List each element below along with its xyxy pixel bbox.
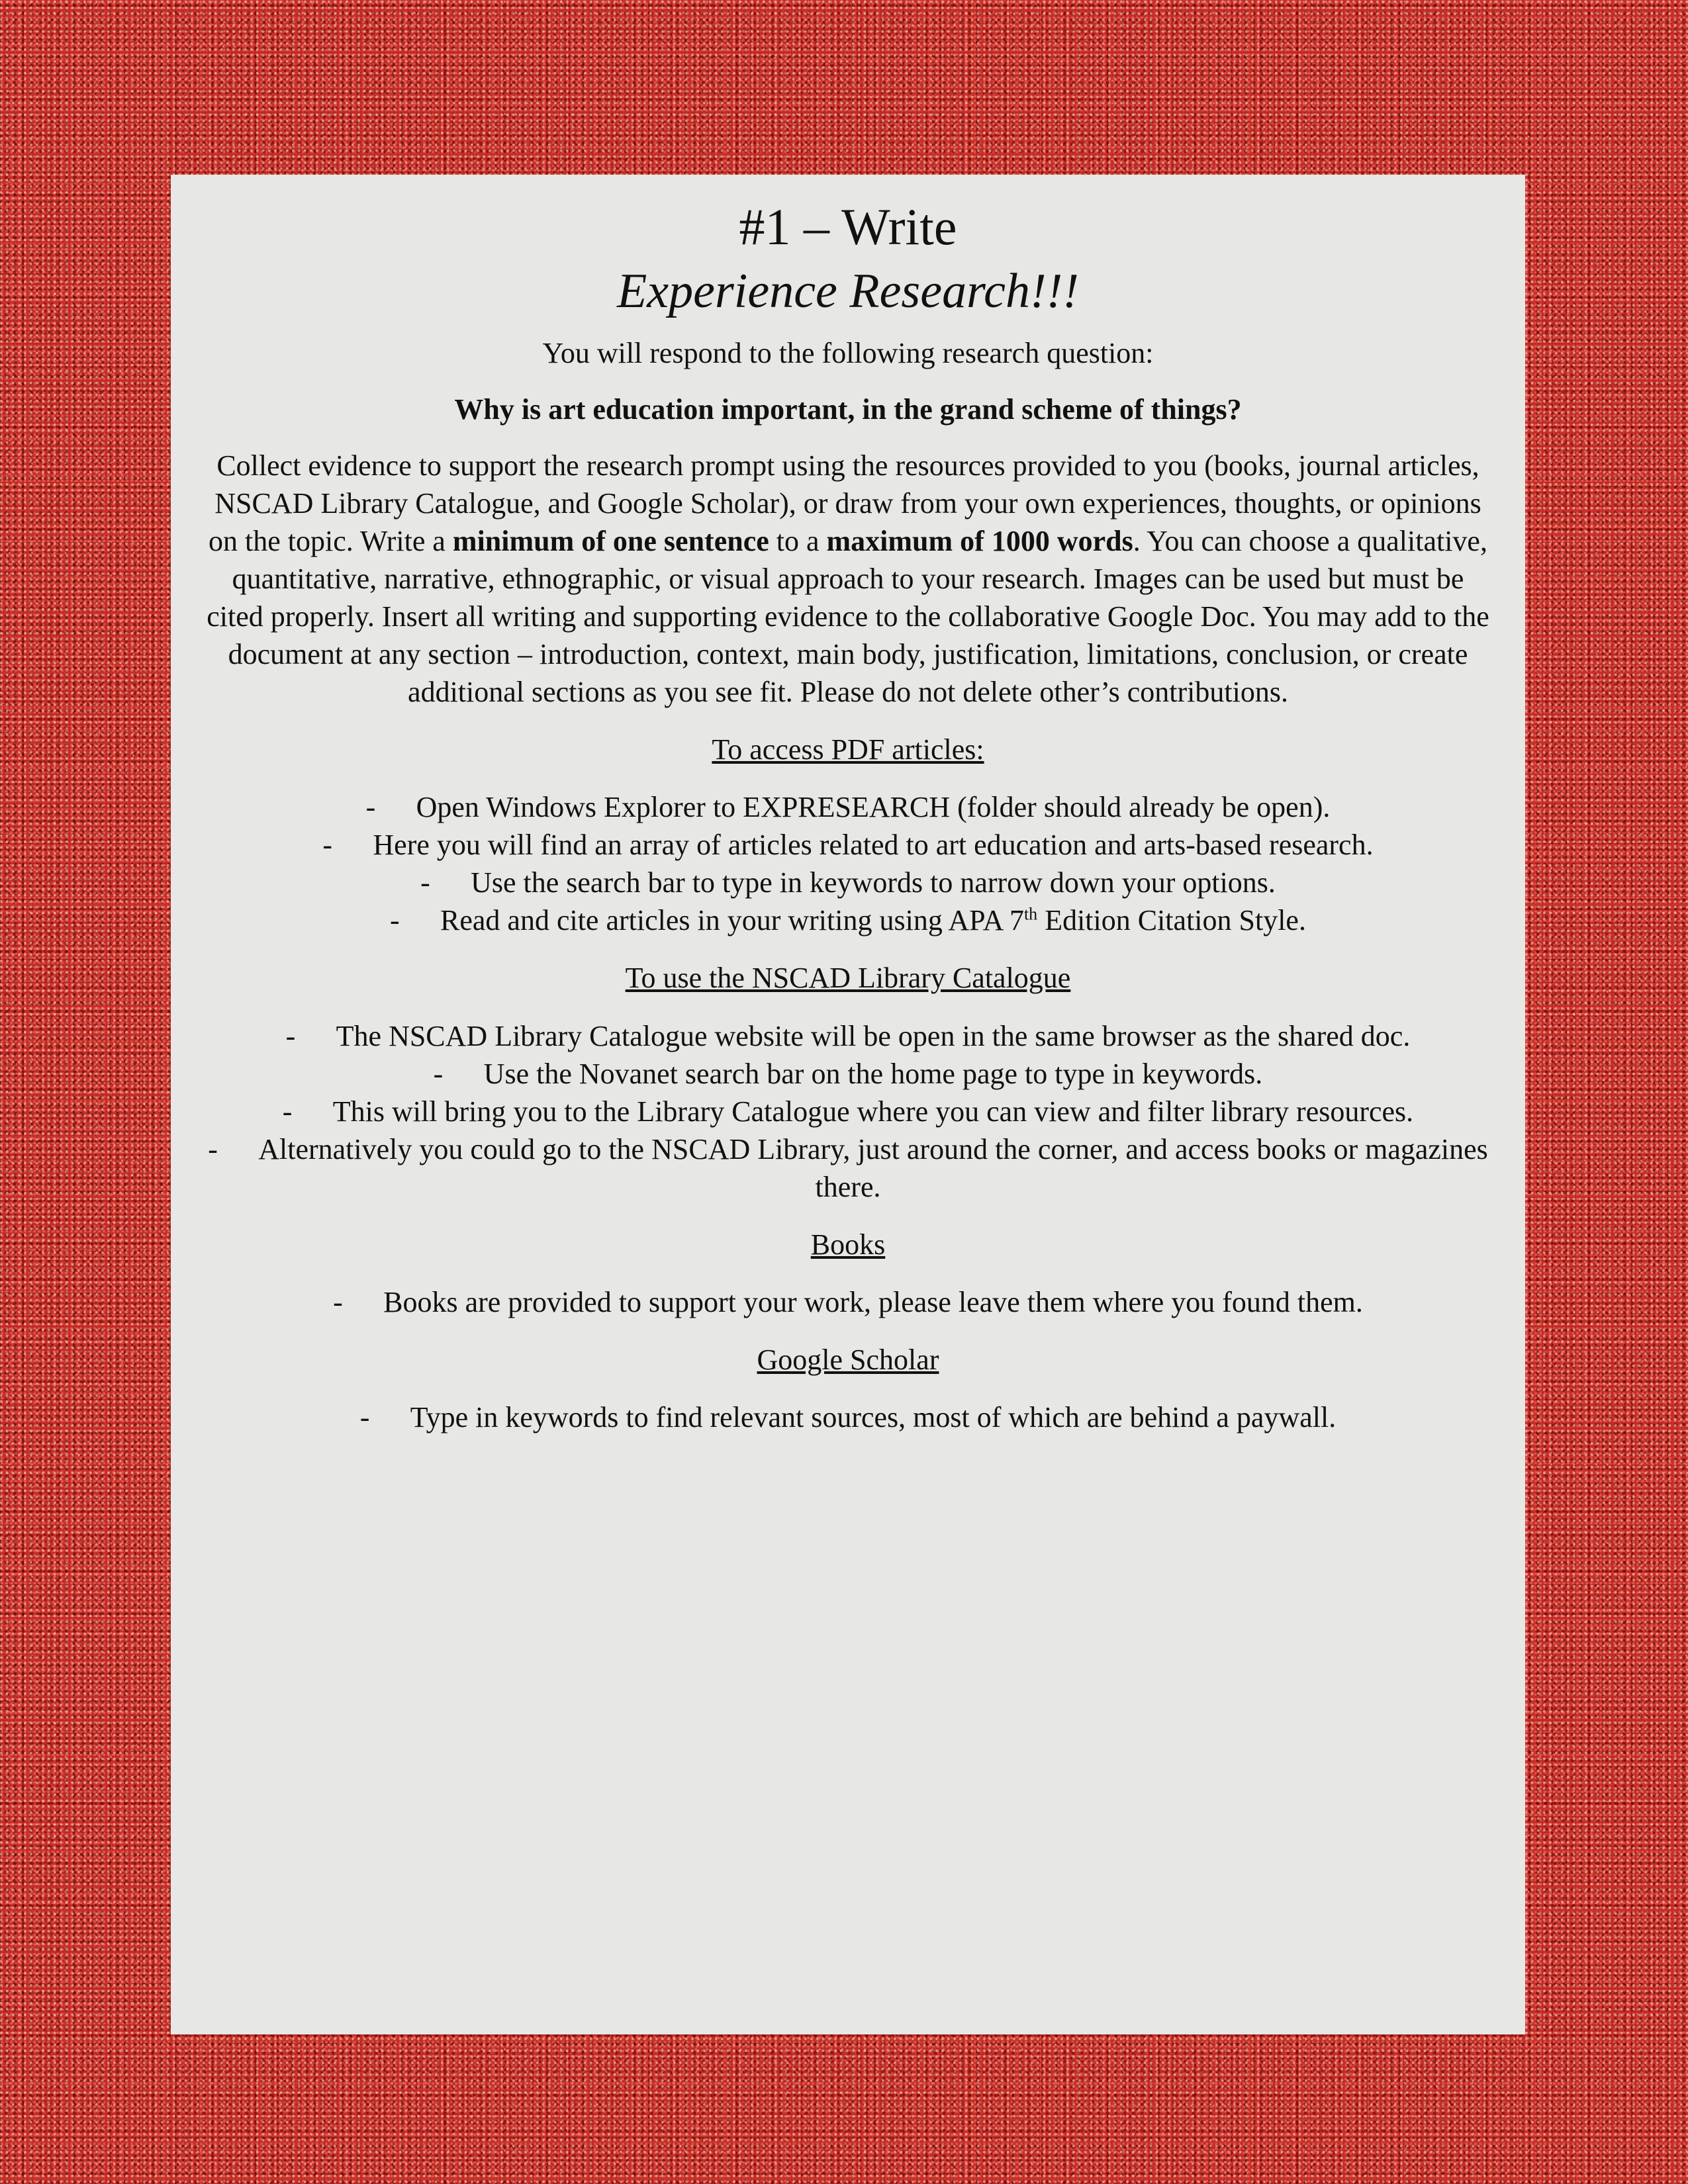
library-instructions-list <box>201 1017 1495 1206</box>
list-item <box>201 1093 1495 1130</box>
list-item <box>201 788 1495 826</box>
bullet-dash: - <box>433 1057 444 1090</box>
page-subtitle: Experience Research!!! <box>617 263 1079 318</box>
list-item <box>201 826 1495 864</box>
superscript-th: th <box>1023 904 1038 924</box>
books-instructions-list <box>201 1283 1495 1321</box>
intro-text: You will respond to the following research question: <box>542 336 1154 369</box>
list-item-text: Alternatively you could go to the NSCAD Library, just around the corner, and access books or magazines there. <box>258 1132 1488 1203</box>
bullet-dash: - <box>322 829 333 862</box>
bullet-dash: - <box>282 1095 293 1128</box>
instructions-text-1: Collect evidence to support the research prompt using the resources provided to you (books, journal articles, NSCAD Library Catalogue, and Google Scholar), or draw from your own experiences, thoughts, or opinions on the topic. Write a <box>209 449 1481 558</box>
section-heading-scholar: Google Scholar <box>757 1343 939 1376</box>
list-item-text: Use the search bar to type in keywords to narrow down your options. <box>471 866 1276 899</box>
list-item-text-end: Edition Citation Style. <box>1037 904 1306 937</box>
list-item <box>201 864 1495 901</box>
list-item <box>201 901 1495 939</box>
scholar-instructions-list <box>201 1398 1495 1436</box>
list-item-text: Read and cite articles in your writing using APA 7 <box>440 904 1024 937</box>
instructions-text-3: . You can choose a qualitative, quantitative, narrative, ethnographic, or visual approach to your research. Images can be used but must be cited properly. Insert all writing and supporting evidence to the collaborative Google Doc. You may add to the document at any section – introduction, context, main body, justification, limitations, conclusion, or create additional sections as you see fit. Please do not delete other’s contributions. <box>207 525 1489 709</box>
bullet-dash: - <box>208 1132 218 1165</box>
list-item <box>201 1017 1495 1055</box>
list-item <box>201 1130 1495 1206</box>
instructions-min-length: minimum of one sentence <box>452 525 769 558</box>
section-heading-pdf: To access PDF articles: <box>712 733 984 766</box>
list-item <box>201 1283 1495 1321</box>
list-item-text: Type in keywords to find relevant sources, most of which are behind a paywall. <box>410 1400 1336 1433</box>
bullet-dash: - <box>365 791 376 824</box>
list-item <box>201 1398 1495 1436</box>
bullet-dash: - <box>359 1400 370 1433</box>
section-heading-library: To use the NSCAD Library Catalogue <box>625 962 1071 995</box>
list-item-text: Use the Novanet search bar on the home page to type in keywords. <box>483 1057 1263 1090</box>
document-page <box>171 175 1525 2034</box>
list-item-text: Books are provided to support your work, please leave them where you found them. <box>383 1285 1363 1318</box>
pdf-instructions-list <box>201 788 1495 939</box>
list-item-text: Open Windows Explorer to EXPRESEARCH (folder should already be open). <box>416 791 1331 824</box>
page-title: #1 – Write <box>739 198 957 255</box>
bullet-dash: - <box>333 1285 343 1318</box>
bullet-dash: - <box>285 1019 296 1052</box>
list-item-text: The NSCAD Library Catalogue website will be open in the same browser as the shared doc. <box>336 1019 1411 1052</box>
bullet-dash: - <box>420 866 430 899</box>
instructions-max-length: maximum of 1000 words <box>826 525 1133 558</box>
instructions-text-2: to a <box>769 525 827 558</box>
list-item-text: Here you will find an array of articles related to art education and arts-based research. <box>373 829 1374 862</box>
section-heading-books: Books <box>810 1228 886 1261</box>
instructions-paragraph <box>201 447 1495 711</box>
bullet-dash: - <box>390 904 400 937</box>
list-item <box>201 1055 1495 1093</box>
list-item-text: This will bring you to the Library Catalogue where you can view and filter library resources. <box>332 1095 1414 1128</box>
research-question: Why is art education important, in the grand scheme of things? <box>454 392 1242 426</box>
